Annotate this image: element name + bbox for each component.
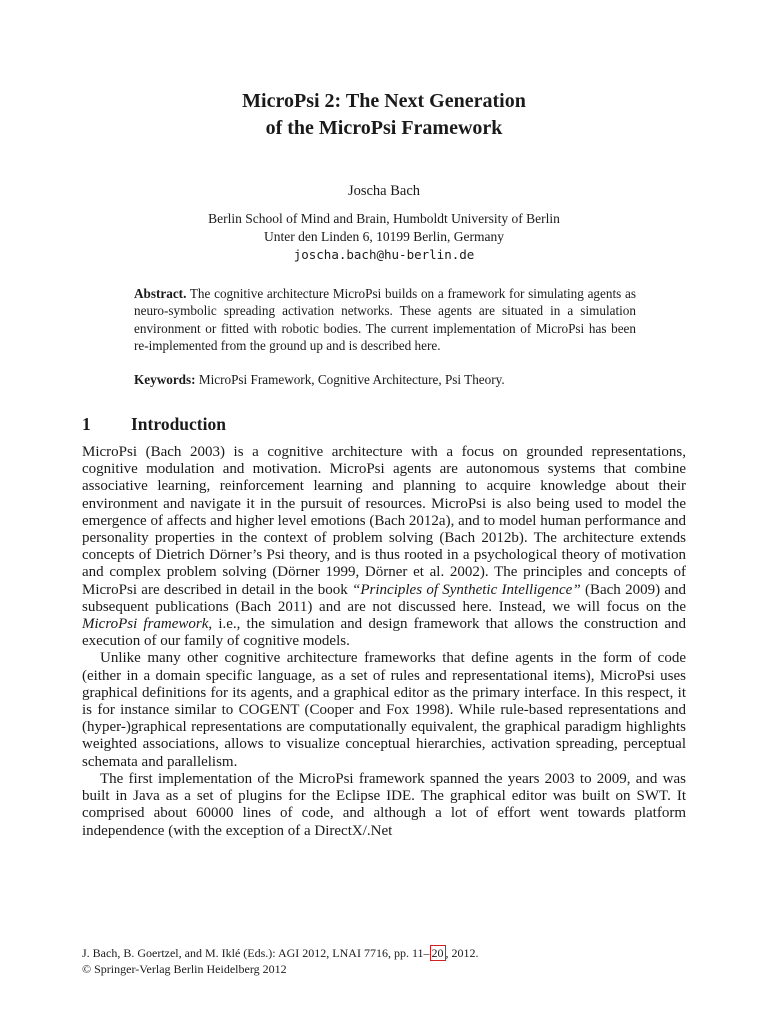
paper-title (82, 88, 686, 142)
author-name: Joscha Bach (347, 183, 421, 199)
author-email[interactable]: joscha.bach@hu-berlin.de (293, 247, 475, 262)
title-line-1: MicroPsi 2: The Next Generation (242, 90, 526, 112)
page-link[interactable]: 20 (431, 946, 444, 960)
affiliation-line-2: Unter den Linden 6, 10199 Berlin, Germany (264, 229, 504, 244)
p1-part-a: MicroPsi (Bach 2003) is a cognitive architecture with a focus on grounded representations, cognitive modulation and motivation. MicroPsi agents are autonomous systems that combine associative learning, reinforcement learning and planning to acquire knowledge about their environment and navigate it in the pursuit of resources. MicroPsi is also being used to model the emergence of affects and higher level emotions (Bach 2012a), and to model human performance and personality properties in the context of problem solving (Bach 2012b). The architecture extends concepts of Dietrich Dörner’s Psi theory, and is thus rooted in a psychological theory of motivation and complex problem solving (Dörner 1999, Dörner et al. 2002). The principles and concepts of MicroPsi are described in detail in the book (82, 444, 686, 598)
paragraph-2: Unlike many other cognitive architecture frameworks that define agents in the form of code (either in a domain specific language, as a set of rules and representational items), MicroPsi uses graphical definitions for its agents, and a graphical editor as the primary interface. In this respect, it is for instance similar to COGENT (Cooper and Fox 1998). While rule-based representations and (hyper-)graphical representations are computationally equivalent, the graphical paradigm highlights weighted associations, allows to visualize conceptual hierarchies, activation spreading, perceptual schemata and parallelism. (82, 650, 686, 770)
publication-footer (82, 945, 479, 977)
abstract-text: The cognitive architecture MicroPsi builds on a framework for simulating agents as neuro-symbolic spreading activation networks. These agents are situated in a simulation environment or fitted with robotic bodies. The current implementation of MicroPsi has been re-implemented from the ground up and is described here. (134, 286, 636, 354)
footer-copyright: © Springer-Verlag Berlin Heidelberg 2012 (82, 962, 287, 976)
p1-part-b: (Bach 2009) and subsequent publications (Bach 2011) and are not discussed here. Instead, we will focus on the (82, 581, 687, 615)
section-number: 1 (82, 414, 91, 435)
affiliation (82, 210, 686, 264)
body-text (82, 444, 686, 840)
keywords-label: Keywords: (134, 371, 196, 387)
paper-page (82, 88, 686, 840)
paragraph-3: The first implementation of the MicroPsi framework spanned the years 2003 to 2009, and was built in Java as a set of plugins for the Eclipse IDE. The graphical editor was built on SWT. It comprised about 60000 lines of code, and although a lot of effort went towards platform independence (with the exception of a DirectX/.Net (82, 770, 686, 839)
section-heading (82, 413, 686, 435)
title-line-2: of the MicroPsi Framework (265, 117, 503, 139)
section-title: Introduction (131, 414, 226, 435)
footer-year: , 2012. (445, 946, 479, 960)
keywords (134, 371, 636, 388)
book-title: “Principles of Synthetic Intelligence” (352, 581, 581, 598)
affiliation-line-1: Berlin School of Mind and Brain, Humboldt University of Berlin (208, 211, 560, 226)
framework-term: MicroPsi framework (82, 616, 209, 633)
abstract-label: Abstract. (134, 286, 187, 301)
footer-citation: J. Bach, B. Goertzel, and M. Iklé (Eds.): AGI 2012, LNAI 7716, pp. 11– (82, 946, 430, 960)
abstract (134, 285, 636, 355)
paragraph-1 (82, 444, 686, 650)
keywords-text: MicroPsi Framework, Cognitive Architecture, Psi Theory. (195, 371, 505, 387)
p1-part-c: , i.e., the simulation and design framework that allows the construction and execution of our family of cognitive models. (82, 616, 686, 650)
